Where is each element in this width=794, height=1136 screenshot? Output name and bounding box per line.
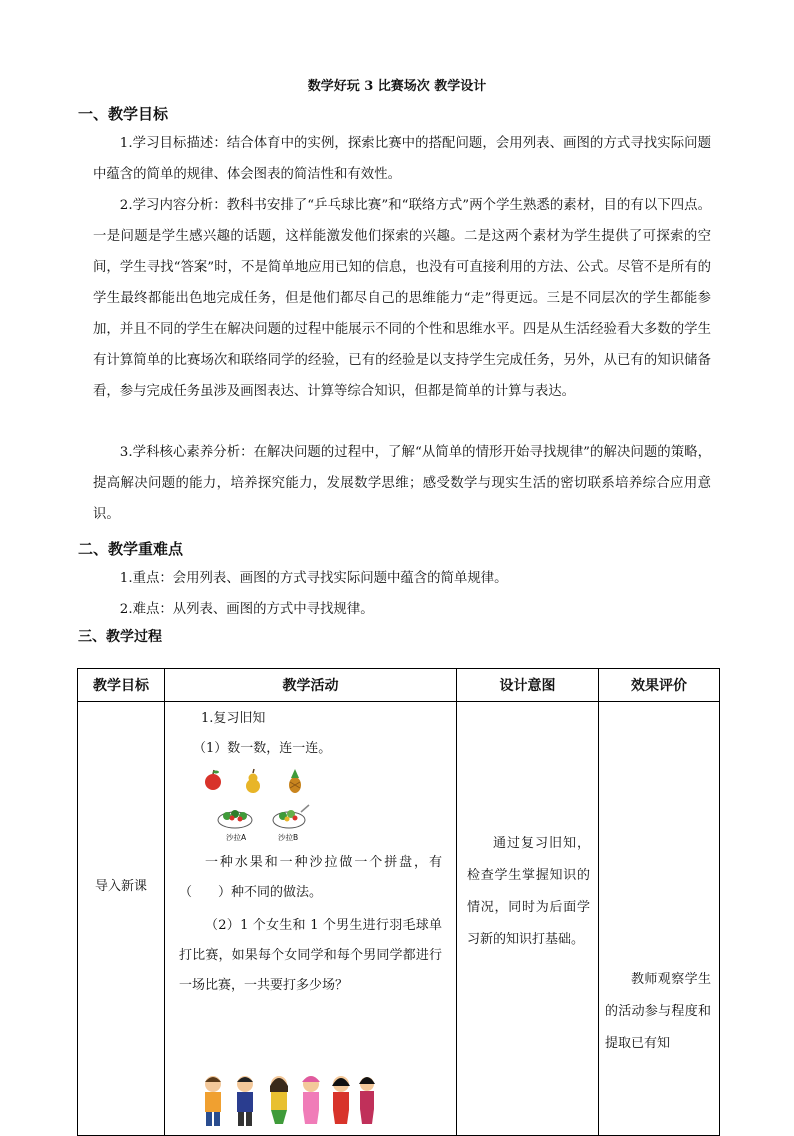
- activity-cell: [165, 702, 457, 1136]
- girl-icon: [270, 1076, 288, 1124]
- intent-cell: [457, 702, 599, 1136]
- process-table: [77, 668, 720, 1136]
- activity-question-1: （1）数一数，连一连。: [193, 741, 332, 756]
- document-title: 数学好玩 3 比赛场次 教学设计: [307, 79, 487, 94]
- activity-question-2-text: （2）1 个女生和 1 个男生进行羽毛球单打比赛，如果每个女同学和每个男同学都进行一场比赛，一共要打多少场？: [179, 918, 442, 993]
- section-heading-key-points: 二、教学重难点: [78, 540, 184, 558]
- header-evaluation: 效果评价: [599, 669, 720, 702]
- salad-a-icon: [218, 810, 252, 828]
- goal-cell: [78, 702, 165, 1136]
- pineapple-icon: [289, 769, 301, 793]
- section-heading-goals: 一、教学目标: [78, 105, 169, 123]
- evaluation-text: 教师观察学生的活动参与程度和提取已有知: [605, 972, 711, 1051]
- activity-question-1-text: 一种水果和一种沙拉做一个拼盘，有（ ）种不同的做法。: [179, 855, 442, 900]
- goal-paragraph-2: 2.学习内容分析：教科书安排了“乒乓球比赛”和“联络方式”两个学生熟悉的素材，目的有以下四点。一是问题是学生感兴趣的话题，这样能激发他们探索的兴趣。二是这两个素材为学生提供了可探索的空间，学生寻找“答案”时，不是简单地应用已知的信息，也没有可直接利用的方法、公式。尽管不是所有的学生最终都能出色地完成任务，但是他们都尽自己的思维能力“走”得更远。三是不同层次的学生都能参加，并且不同的学生在解决问题的过程中能展示不同的个性和思维水平。四是从生活经验看大多数的学生有计算简单的比赛场次和联络同学的经验，已有的经验是以支持学生完成任务，另外，从已有的知识储备看，参与完成任务虽涉及画图表达、计算等综合知识，但都是简单的计算与表达。: [93, 198, 711, 399]
- key-point-1: 1.重点：会用列表、画图的方式寻找实际问题中蕴含的简单规律。: [119, 571, 508, 586]
- girl-icon: [302, 1076, 320, 1124]
- salad-a-label: 沙拉A: [226, 833, 247, 842]
- header-activity: 教学活动: [165, 669, 457, 702]
- key-point-2: 2.难点：从列表、画图的方式中寻找规律。: [119, 602, 374, 617]
- salad-b-label: 沙拉B: [278, 833, 299, 842]
- fruit-images: [203, 766, 313, 796]
- salad-b-icon: [273, 805, 309, 828]
- goal-paragraph-3: 3.学科核心素养分析：在解决问题的过程中，了解“从简单的情形开始寻找规律”的解决问题的策略，提高解决问题的能力，培养探究能力，发展数学思维；感受数学与现实生活的密切联系培养综合应用意识。: [93, 445, 711, 522]
- goal-text: 导入新课: [94, 879, 147, 894]
- table-row: [78, 702, 720, 1136]
- section-heading-process: 三、教学过程: [78, 629, 162, 645]
- activity-step: 1.复习旧知: [201, 711, 266, 726]
- goal-paragraph-1: 1.学习目标描述：结合体育中的实例，探索比赛中的搭配问题，会用列表、画图的方式寻找实际问题中蕴含的简单的规律、体会图表的简洁性和有效性。: [93, 136, 711, 182]
- students-image: [199, 1072, 379, 1132]
- salad-images: [215, 802, 325, 844]
- boy-icon: [237, 1076, 253, 1126]
- pear-icon: [246, 769, 260, 793]
- evaluation-cell: [599, 702, 720, 1136]
- girl-icon: [359, 1077, 375, 1124]
- girl-icon: [332, 1076, 350, 1124]
- apple-icon: [205, 770, 221, 790]
- boy-icon: [205, 1076, 221, 1126]
- header-intent: 设计意图: [457, 669, 599, 702]
- intent-text: 通过复习旧知，检查学生掌握知识的情况，同时为后面学习新的知识打基础。: [467, 836, 590, 947]
- table-header-row: [78, 669, 720, 702]
- header-goal: 教学目标: [78, 669, 165, 702]
